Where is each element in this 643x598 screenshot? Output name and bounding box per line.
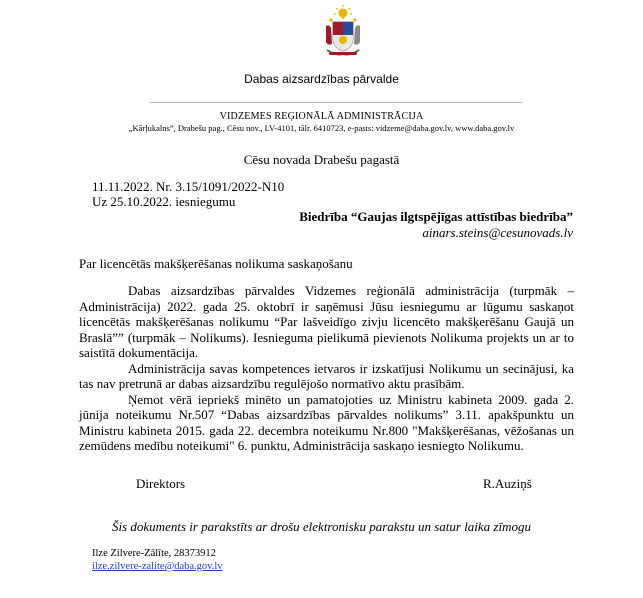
stars-icon	[329, 16, 356, 22]
paragraph-3: Ņemot vērā iepriekš minēto un pamatojoties uz Ministru kabineta 2009. gada 2. jūnija noteikumu Nr.507 “Dabas aizsardzības pārvaldes nolikums” 3.11. apakšpunktu un Ministru kabineta 2015. gada 22. decembra noteikumu Nr.800 "Makšķerēšanas, vēžošanas un zemūdens medību noteikumi" 6. punktu, Administrācija saskaņo iesniegto Nolikumu.	[79, 391, 574, 453]
signatory-role: Direktors	[136, 476, 186, 491]
signatory-name: R.Auziņš	[483, 476, 532, 491]
subject-line: Par licencētās makšķerēšanas nolikuma saskaņošanu	[79, 256, 353, 271]
letter-body	[79, 283, 574, 454]
latvia-coat-of-arms-icon	[323, 4, 363, 58]
e-signature-note: Šis dokuments ir parakstīts ar drošu elektronisku parakstu un satur laika zīmogu	[111, 519, 531, 534]
agency-name: Dabas aizsardzības pārvalde	[244, 72, 399, 86]
sun-icon	[334, 5, 352, 18]
paragraph-1: Dabas aizsardzības pārvaldes Vidzemes reģionālā administrācija (turpmāk – Administrācija) 2022. gada 25. oktobrī ir saņēmusi Jūsu iesniegumu ar lūgumu saskaņot licencētās makšķerēšanas nolikumu “Par lašveidīgo zivju licencēto makšķerēšanu Gaujā un Braslā”” (turpmāk – Nolikums). Iesnieguma pielikumā pievienots Nolikuma projekts un ar to saistītā dokumentācija.	[79, 283, 574, 360]
paragraph-2: Administrācija savas kompetences ietvaros ir izskatījusi Nolikumu un secinājusi, ka tas nav pretrunā ar dabas aizsardzību regulējošo normatīvo aktu prasībām.	[79, 360, 574, 391]
recipient-email: ainars.steins@cesunovads.lv	[422, 225, 573, 240]
recipient-name: Biedrība “Gaujas ilgtspējīgas attīstības biedrība”	[299, 209, 573, 224]
place-of-issue: Cēsu novada Drabešu pagastā	[243, 152, 400, 167]
doc-date-number: 11.11.2022. Nr. 3.15/1091/2022-N10	[92, 179, 285, 194]
contact-line: „Kārļukalns”, Drabešu pag., Cēsu nov., LV-4101, tālr. 6410723, e-pasts: vidzeme@daba.gov.lv, www.daba.gov.lv	[128, 123, 515, 133]
reply-reference: Uz 25.10.2022. iesniegumu	[92, 194, 236, 209]
region-title: VIDZEMES REĢIONĀLĀ ADMINISTRĀCIJA	[219, 111, 424, 122]
header-divider	[150, 102, 522, 103]
author-name-phone: Ilze Zilvere-Zālīte, 28373912	[92, 548, 216, 559]
author-email-link[interactable]: ilze.zilvere-zalite@daba.gov.lv	[92, 561, 223, 572]
